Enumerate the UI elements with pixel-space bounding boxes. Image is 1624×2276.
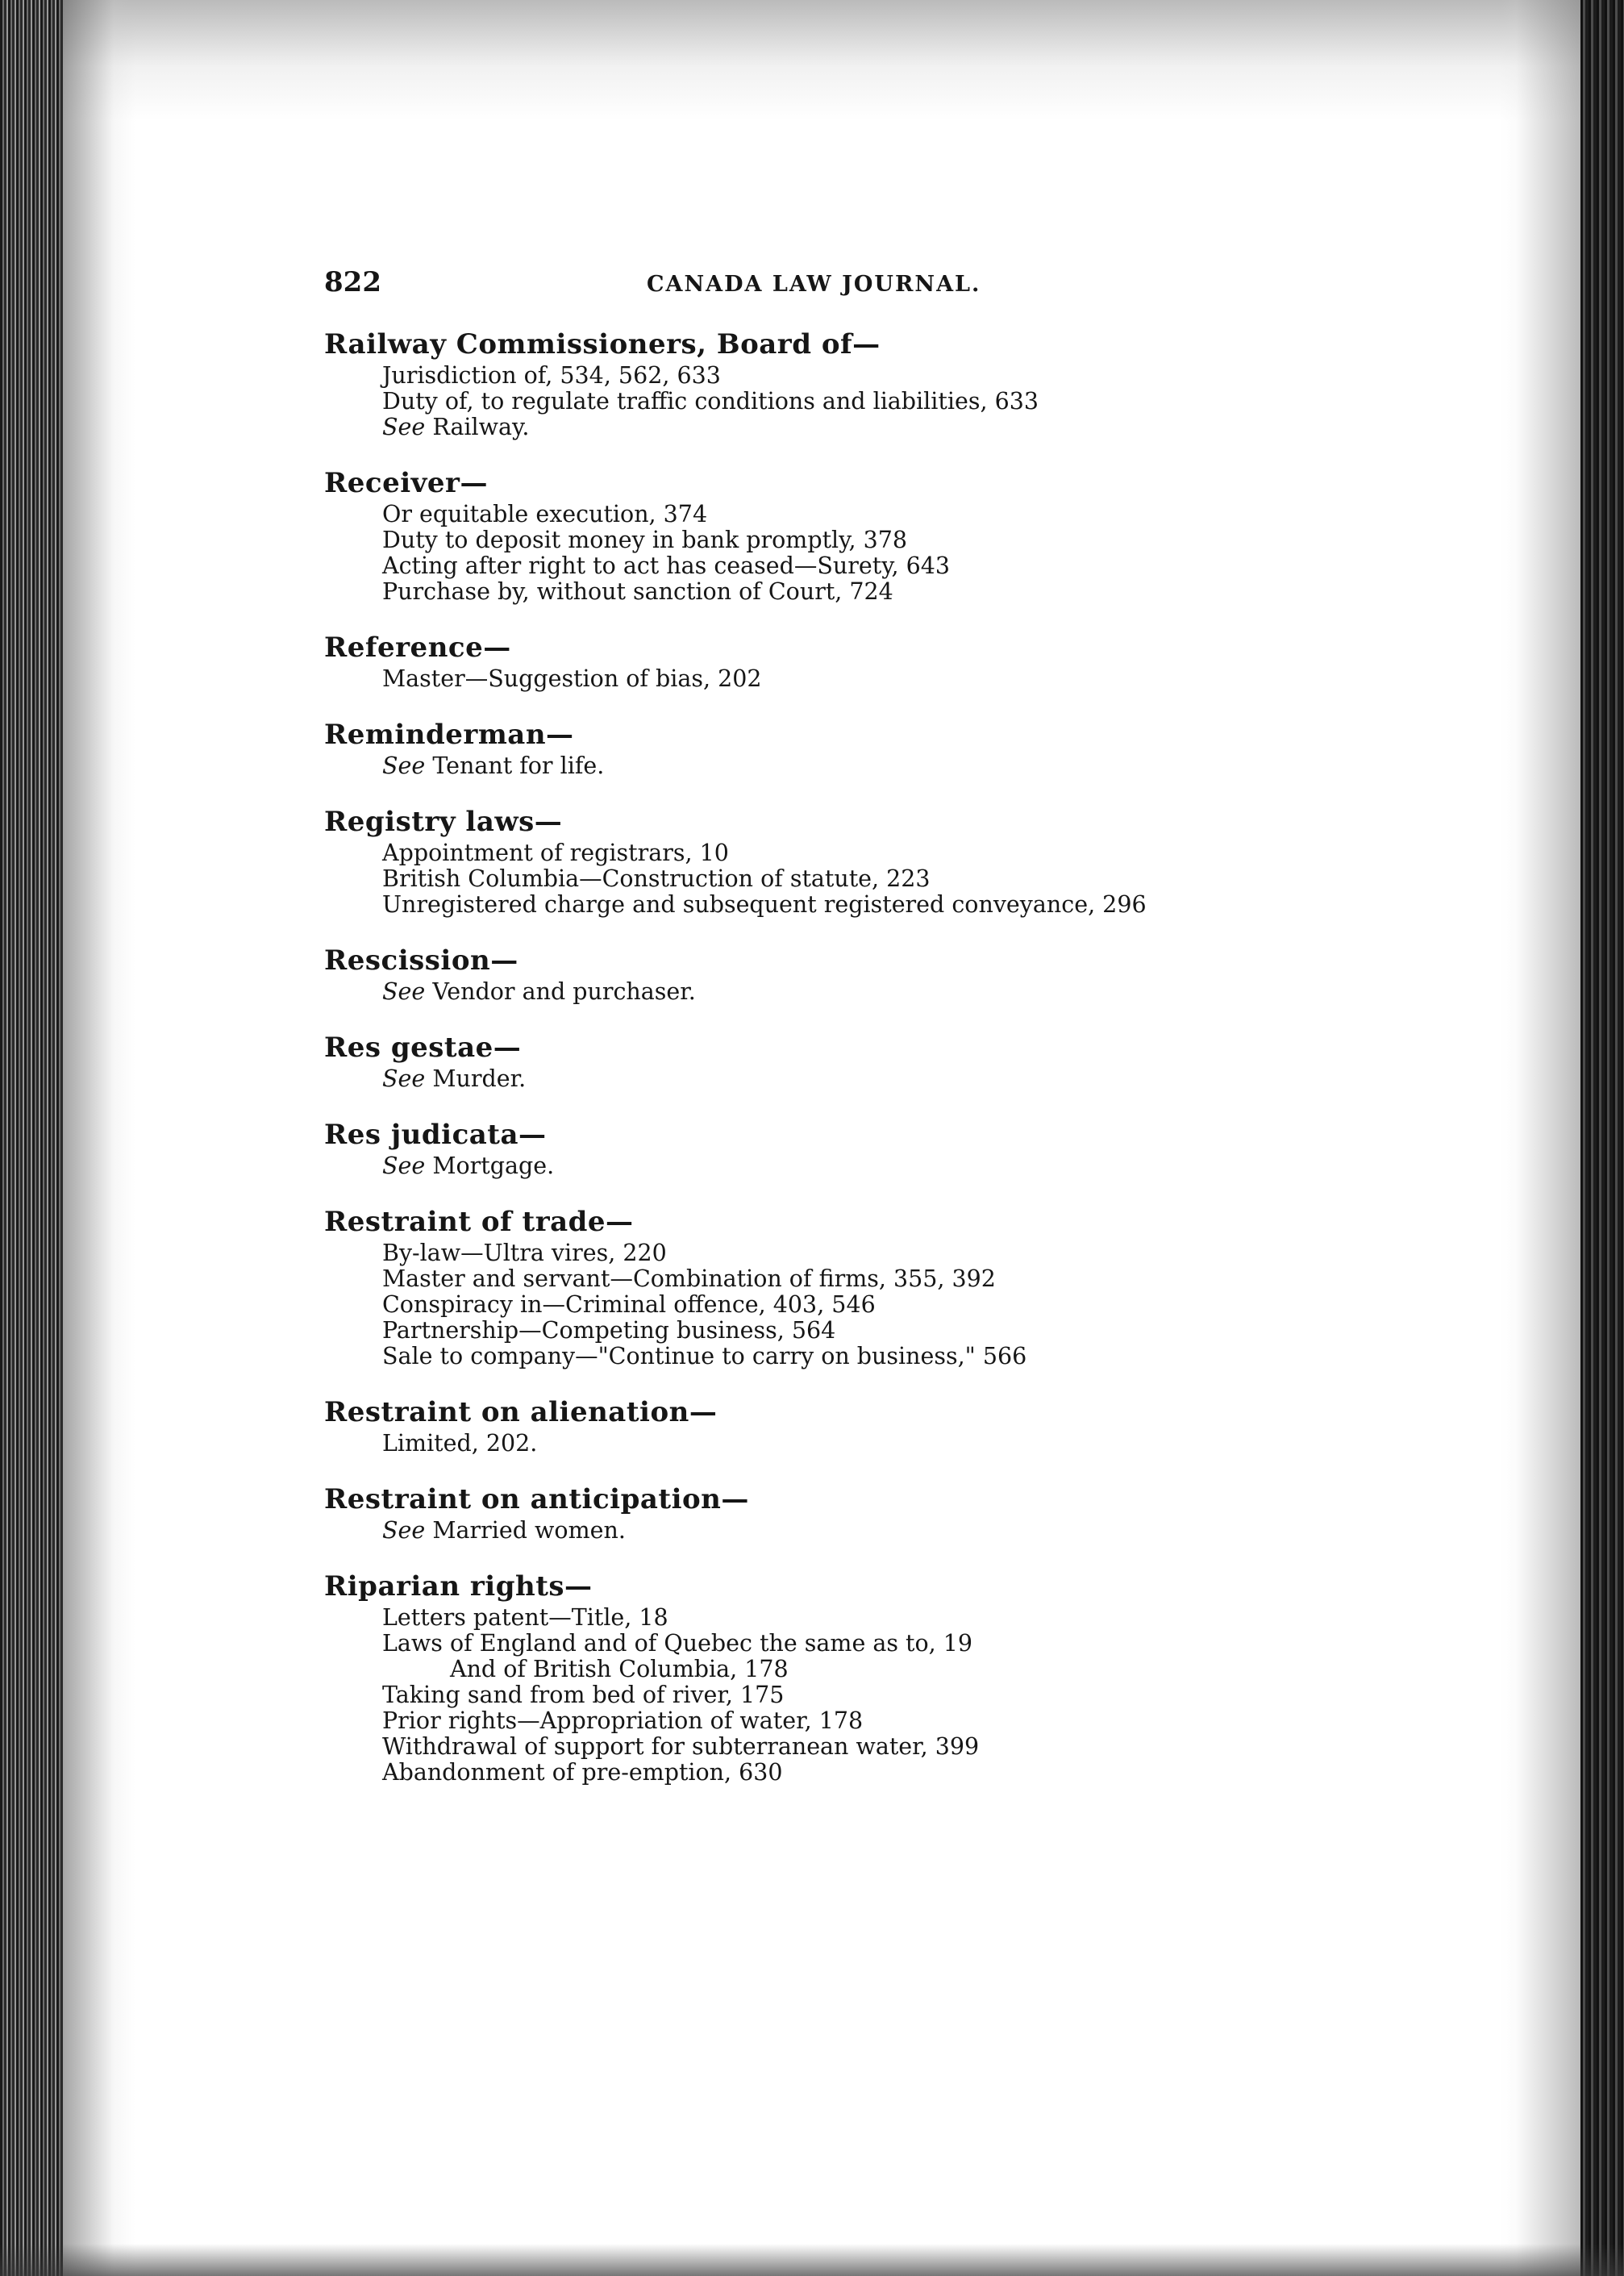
- subentry: [324, 1066, 1493, 1092]
- scan-shadow-bottom: [0, 2244, 1624, 2276]
- entry-heading: Res judicata—: [324, 1119, 547, 1151]
- subentry-text: Duty of, to regulate traffic conditions and liabilities, 633: [382, 388, 1039, 415]
- index-entry: [324, 629, 1493, 692]
- subentry: [324, 1605, 1493, 1631]
- subentry-text: Mortgage.: [425, 1153, 555, 1179]
- subentry: [324, 1631, 1493, 1657]
- index-entry: [324, 465, 1493, 605]
- index-entry: [324, 1394, 1493, 1457]
- subentry: [324, 527, 1493, 553]
- subentry: [324, 979, 1493, 1005]
- subentry: [324, 1734, 1493, 1760]
- subentry-text: Letters patent—Title, 18: [382, 1604, 668, 1631]
- subentry-text: Limited, 202.: [382, 1430, 538, 1457]
- subentry: [324, 579, 1493, 605]
- subentry-text: Murder.: [425, 1065, 527, 1092]
- subentry: [324, 840, 1493, 866]
- entry-heading: Res gestae—: [324, 1032, 522, 1064]
- subentry: [324, 753, 1493, 779]
- subentry-text: Railway.: [425, 414, 530, 440]
- running-head: [324, 266, 1493, 315]
- index-entry: [324, 716, 1493, 779]
- subentry: [324, 1518, 1493, 1544]
- see-reference-label: See: [382, 414, 426, 440]
- subentry-text: Vendor and purchaser.: [425, 978, 696, 1005]
- subentry: [324, 1318, 1493, 1344]
- subentry-text: British Columbia—Construction of statute, 223: [382, 865, 931, 892]
- subentry-text: Taking sand from bed of river, 175: [382, 1682, 785, 1708]
- subentry: [324, 1708, 1493, 1734]
- entry-heading: Rescission—: [324, 944, 518, 977]
- subentry: [324, 1240, 1493, 1266]
- index-entry: [324, 1203, 1493, 1369]
- entry-heading: Receiver—: [324, 467, 488, 499]
- index-entry: [324, 803, 1493, 918]
- subentry: [324, 666, 1493, 692]
- subentry-text: Tenant for life.: [425, 752, 605, 779]
- entry-heading: Riparian rights—: [324, 1570, 593, 1603]
- scan-binding-right: [1580, 0, 1624, 2276]
- see-reference-label: See: [382, 1065, 426, 1092]
- entry-heading: Restraint on alienation—: [324, 1396, 718, 1428]
- subentry-text: Withdrawal of support for subterranean water, 399: [382, 1733, 980, 1760]
- subentry-text: Master—Suggestion of bias, 202: [382, 665, 762, 692]
- subentry: [324, 553, 1493, 579]
- subentry: [324, 1153, 1493, 1179]
- subentry: [324, 892, 1493, 918]
- subentry: [324, 1682, 1493, 1708]
- index-entry: [324, 1568, 1493, 1786]
- subentry: [324, 1266, 1493, 1292]
- index-entries: [324, 326, 1493, 1786]
- scan-shadow-right: [1500, 0, 1580, 2276]
- subentry: [324, 1344, 1493, 1369]
- entry-heading: Restraint of trade—: [324, 1206, 634, 1238]
- journal-title: CANADA LAW JOURNAL.: [647, 272, 981, 297]
- subentry-text: Conspiracy in—Criminal offence, 403, 546: [382, 1291, 876, 1318]
- scan-shadow-top: [0, 0, 1624, 121]
- page-number: 822: [324, 266, 381, 298]
- subentry-text: Appointment of registrars, 10: [382, 840, 729, 866]
- subentry-text: By-law—Ultra vires, 220: [382, 1240, 667, 1266]
- subentry: [324, 1431, 1493, 1457]
- entry-heading: Restraint on anticipation—: [324, 1483, 749, 1515]
- subentry: [324, 389, 1493, 415]
- subentry-text: Master and servant—Combination of firms, 355, 392: [382, 1265, 996, 1292]
- subentry-text: Unregistered charge and subsequent registered conveyance, 296: [382, 891, 1147, 918]
- subentry-text: Jurisdiction of, 534, 562, 633: [382, 362, 721, 389]
- scan-binding-left: [0, 0, 63, 2276]
- entry-heading: Registry laws—: [324, 806, 563, 838]
- subentry-text: Abandonment of pre-emption, 630: [382, 1759, 783, 1786]
- subentry: [324, 866, 1493, 892]
- index-entry: [324, 1116, 1493, 1179]
- index-entry: [324, 942, 1493, 1005]
- subentry: [324, 1760, 1493, 1786]
- index-page: [324, 266, 1493, 1786]
- subentry: [324, 415, 1493, 440]
- subentry: [324, 1657, 1493, 1682]
- subentry-text: And of British Columbia, 178: [450, 1656, 789, 1682]
- entry-heading: Reference—: [324, 632, 511, 664]
- entry-heading: Railway Commissioners, Board of—: [324, 328, 881, 361]
- subentry-text: Duty to deposit money in bank promptly, 378: [382, 527, 907, 553]
- see-reference-label: See: [382, 752, 426, 779]
- see-reference-label: See: [382, 1153, 426, 1179]
- subentry-text: Purchase by, without sanction of Court, 724: [382, 578, 893, 605]
- subentry: [324, 1292, 1493, 1318]
- subentry-text: Prior rights—Appropriation of water, 178: [382, 1707, 864, 1734]
- subentry: [324, 363, 1493, 389]
- subentry-text: Partnership—Competing business, 564: [382, 1317, 836, 1344]
- see-reference-label: See: [382, 978, 426, 1005]
- subentry-text: Laws of England and of Quebec the same as to, 19: [382, 1630, 973, 1657]
- entry-heading: Reminderman—: [324, 719, 574, 751]
- subentry: [324, 502, 1493, 527]
- subentry-text: Married women.: [425, 1517, 626, 1544]
- subentry-text: Or equitable execution, 374: [382, 501, 708, 527]
- subentry-text: Sale to company—"Continue to carry on business," 566: [382, 1343, 1027, 1369]
- subentry-text: Acting after right to act has ceased—Surety, 643: [382, 552, 951, 579]
- index-entry: [324, 1481, 1493, 1544]
- index-entry: [324, 326, 1493, 440]
- scan-shadow-left: [63, 0, 135, 2276]
- index-entry: [324, 1029, 1493, 1092]
- see-reference-label: See: [382, 1517, 426, 1544]
